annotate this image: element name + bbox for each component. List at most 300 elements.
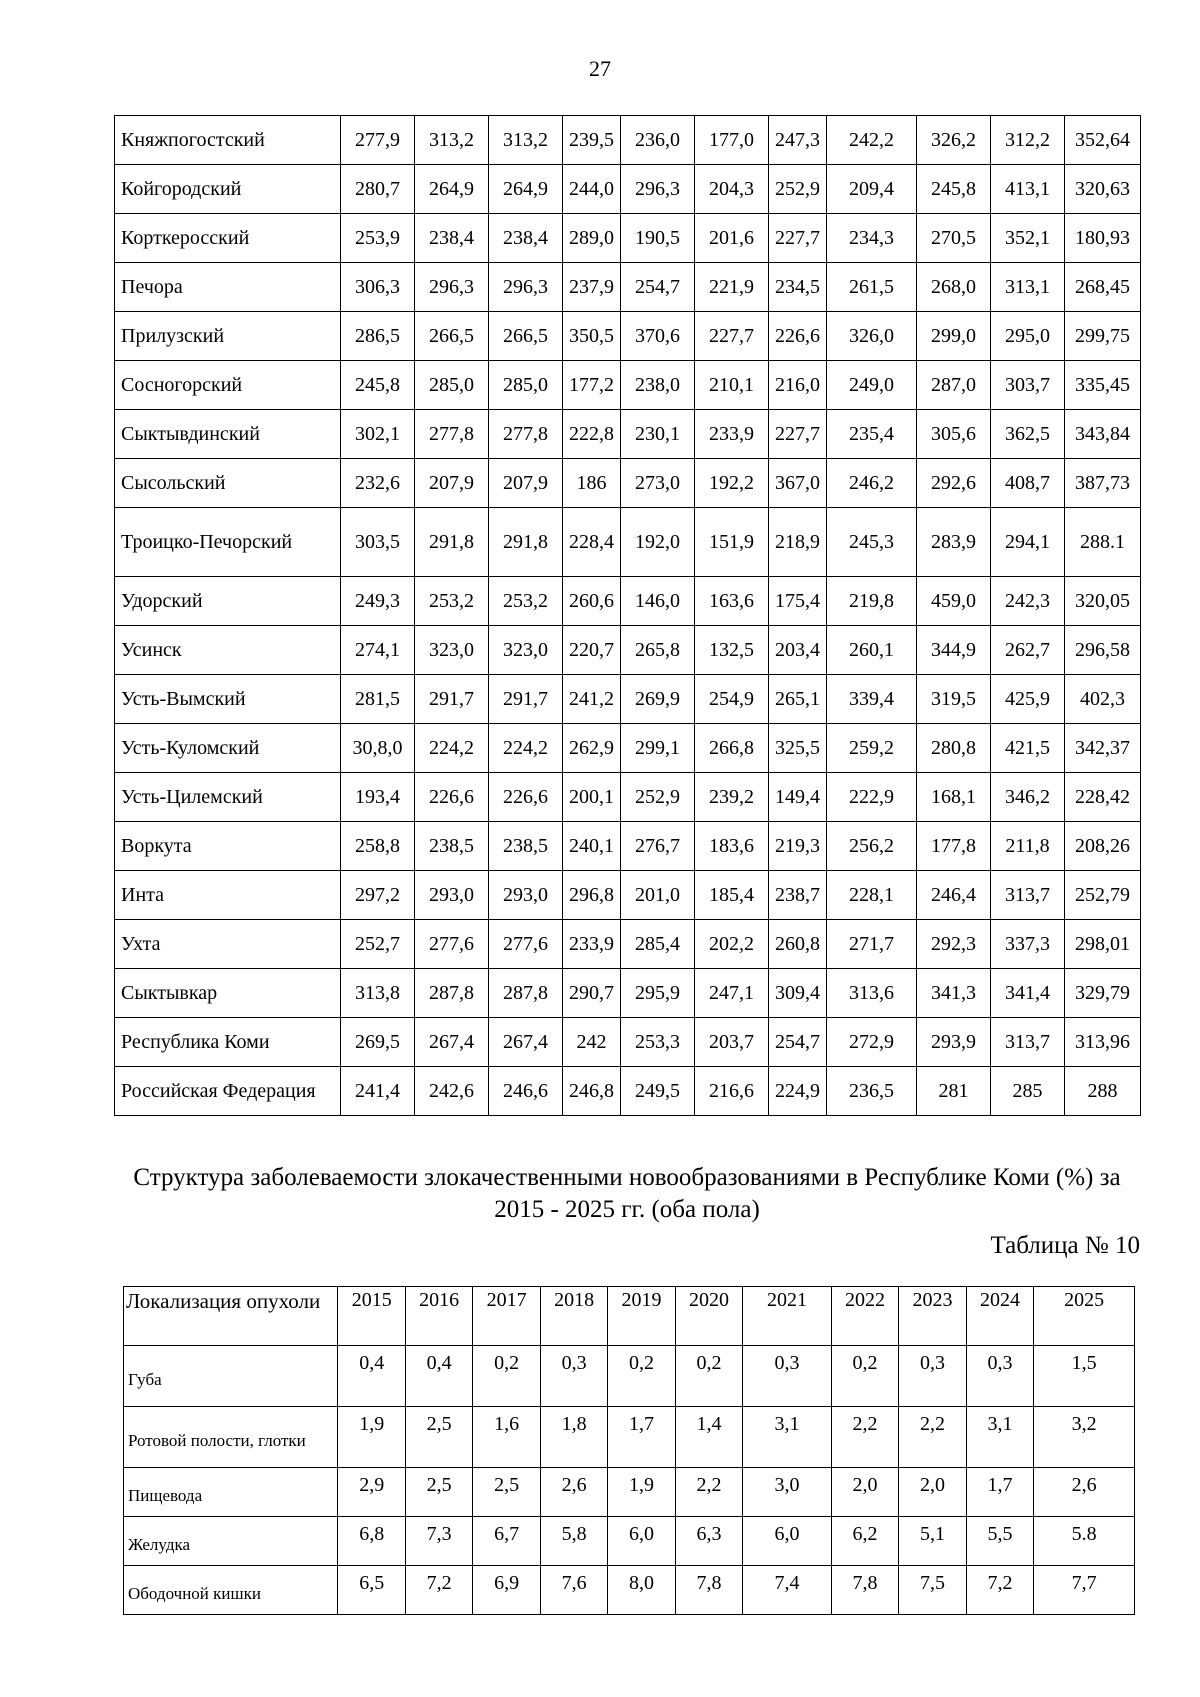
value-cell: 285 bbox=[991, 1067, 1065, 1116]
value-cell: 408,7 bbox=[991, 459, 1065, 508]
percent-cell: 0,3 bbox=[966, 1346, 1033, 1407]
value-cell: 253,2 bbox=[415, 577, 489, 626]
value-cell: 216,0 bbox=[769, 361, 827, 410]
value-cell: 293,0 bbox=[489, 871, 563, 920]
header-year: 2019 bbox=[608, 1287, 675, 1346]
district-name-cell: Сысольский bbox=[115, 459, 341, 508]
district-name-cell: Усть-Цилемский bbox=[115, 773, 341, 822]
value-cell: 203,7 bbox=[695, 1018, 769, 1067]
value-cell: 313,2 bbox=[415, 116, 489, 165]
morbidity-by-district-table bbox=[114, 115, 1141, 1116]
value-cell: 209,4 bbox=[827, 165, 917, 214]
percent-cell: 5.8 bbox=[1034, 1517, 1135, 1566]
percent-cell: 2,2 bbox=[899, 1407, 966, 1468]
value-cell: 269,5 bbox=[341, 1018, 415, 1067]
value-cell: 296,58 bbox=[1065, 626, 1141, 675]
value-cell: 254,7 bbox=[769, 1018, 827, 1067]
value-cell: 295,0 bbox=[991, 312, 1065, 361]
percent-cell: 3,1 bbox=[966, 1407, 1033, 1468]
value-cell: 221,9 bbox=[695, 263, 769, 312]
value-cell: 346,2 bbox=[991, 773, 1065, 822]
value-cell: 297,2 bbox=[341, 871, 415, 920]
district-name-cell: Троицко-Печорский bbox=[115, 508, 341, 577]
percent-cell: 6,8 bbox=[338, 1517, 405, 1566]
table-row bbox=[115, 724, 1141, 773]
percent-cell: 2,6 bbox=[540, 1468, 607, 1517]
value-cell: 313,96 bbox=[1065, 1018, 1141, 1067]
value-cell: 236,0 bbox=[621, 116, 695, 165]
value-cell: 260,6 bbox=[563, 577, 621, 626]
table-row bbox=[115, 361, 1141, 410]
value-cell: 228,1 bbox=[827, 871, 917, 920]
table-row bbox=[124, 1566, 1135, 1615]
percent-cell: 7,2 bbox=[405, 1566, 472, 1615]
value-cell: 285,4 bbox=[621, 920, 695, 969]
value-cell: 258,8 bbox=[341, 822, 415, 871]
table-row bbox=[115, 214, 1141, 263]
percent-cell: 2,9 bbox=[338, 1468, 405, 1517]
percent-cell: 1,9 bbox=[338, 1407, 405, 1468]
value-cell: 341,4 bbox=[991, 969, 1065, 1018]
value-cell: 224,9 bbox=[769, 1067, 827, 1116]
district-name-cell: Республика Коми bbox=[115, 1018, 341, 1067]
value-cell: 249,0 bbox=[827, 361, 917, 410]
value-cell: 226,6 bbox=[415, 773, 489, 822]
value-cell: 277,8 bbox=[489, 410, 563, 459]
value-cell: 402,3 bbox=[1065, 675, 1141, 724]
value-cell: 228,4 bbox=[563, 508, 621, 577]
value-cell: 425,9 bbox=[991, 675, 1065, 724]
value-cell: 319,5 bbox=[917, 675, 991, 724]
header-year: 2016 bbox=[405, 1287, 472, 1346]
value-cell: 242,6 bbox=[415, 1067, 489, 1116]
value-cell: 264,9 bbox=[489, 165, 563, 214]
value-cell: 350,5 bbox=[563, 312, 621, 361]
value-cell: 241,2 bbox=[563, 675, 621, 724]
value-cell: 259,2 bbox=[827, 724, 917, 773]
value-cell: 211,8 bbox=[991, 822, 1065, 871]
percent-cell: 1,4 bbox=[675, 1407, 742, 1468]
value-cell: 277,6 bbox=[415, 920, 489, 969]
district-name-cell: Удорский bbox=[115, 577, 341, 626]
value-cell: 183,6 bbox=[695, 822, 769, 871]
value-cell: 299,0 bbox=[917, 312, 991, 361]
value-cell: 146,0 bbox=[621, 577, 695, 626]
header-year: 2017 bbox=[473, 1287, 540, 1346]
value-cell: 265,8 bbox=[621, 626, 695, 675]
value-cell: 190,5 bbox=[621, 214, 695, 263]
localization-cell: Губа bbox=[124, 1346, 338, 1407]
value-cell: 294,1 bbox=[991, 508, 1065, 577]
value-cell: 218,9 bbox=[769, 508, 827, 577]
percent-cell: 6,0 bbox=[608, 1517, 675, 1566]
value-cell: 267,4 bbox=[415, 1018, 489, 1067]
value-cell: 201,6 bbox=[695, 214, 769, 263]
value-cell: 266,5 bbox=[489, 312, 563, 361]
value-cell: 262,9 bbox=[563, 724, 621, 773]
percent-cell: 0,4 bbox=[338, 1346, 405, 1407]
value-cell: 299,1 bbox=[621, 724, 695, 773]
percent-cell: 3,2 bbox=[1034, 1407, 1135, 1468]
value-cell: 200,1 bbox=[563, 773, 621, 822]
value-cell: 320,63 bbox=[1065, 165, 1141, 214]
value-cell: 295,9 bbox=[621, 969, 695, 1018]
table-row bbox=[124, 1407, 1135, 1468]
value-cell: 309,4 bbox=[769, 969, 827, 1018]
value-cell: 185,4 bbox=[695, 871, 769, 920]
value-cell: 252,7 bbox=[341, 920, 415, 969]
value-cell: 312,2 bbox=[991, 116, 1065, 165]
value-cell: 283,9 bbox=[917, 508, 991, 577]
value-cell: 235,4 bbox=[827, 410, 917, 459]
value-cell: 252,79 bbox=[1065, 871, 1141, 920]
table-row bbox=[115, 871, 1141, 920]
value-cell: 352,64 bbox=[1065, 116, 1141, 165]
value-cell: 280,7 bbox=[341, 165, 415, 214]
value-cell: 266,5 bbox=[415, 312, 489, 361]
header-year: 2015 bbox=[338, 1287, 405, 1346]
value-cell: 186 bbox=[563, 459, 621, 508]
value-cell: 265,1 bbox=[769, 675, 827, 724]
percent-cell: 5,8 bbox=[540, 1517, 607, 1566]
value-cell: 224,2 bbox=[489, 724, 563, 773]
value-cell: 272,9 bbox=[827, 1018, 917, 1067]
percent-cell: 3,1 bbox=[743, 1407, 832, 1468]
district-name-cell: Корткеросский bbox=[115, 214, 341, 263]
value-cell: 245,3 bbox=[827, 508, 917, 577]
value-cell: 210,1 bbox=[695, 361, 769, 410]
value-cell: 291,7 bbox=[415, 675, 489, 724]
district-name-cell: Княжпогостский bbox=[115, 116, 341, 165]
value-cell: 342,37 bbox=[1065, 724, 1141, 773]
percent-cell: 1,8 bbox=[540, 1407, 607, 1468]
district-name-cell: Сыктывкар bbox=[115, 969, 341, 1018]
value-cell: 180,93 bbox=[1065, 214, 1141, 263]
value-cell: 303,5 bbox=[341, 508, 415, 577]
header-localization: Локализация опухоли bbox=[124, 1287, 338, 1346]
percent-cell: 2,2 bbox=[831, 1407, 898, 1468]
value-cell: 271,7 bbox=[827, 920, 917, 969]
table-header-row bbox=[124, 1287, 1135, 1346]
value-cell: 238,0 bbox=[621, 361, 695, 410]
value-cell: 240,1 bbox=[563, 822, 621, 871]
value-cell: 244,0 bbox=[563, 165, 621, 214]
percent-cell: 1,5 bbox=[1034, 1346, 1135, 1407]
value-cell: 291,8 bbox=[415, 508, 489, 577]
value-cell: 239,2 bbox=[695, 773, 769, 822]
value-cell: 249,3 bbox=[341, 577, 415, 626]
value-cell: 253,3 bbox=[621, 1018, 695, 1067]
localization-cell: Ротовой полости, глотки bbox=[124, 1407, 338, 1468]
value-cell: 296,3 bbox=[415, 263, 489, 312]
value-cell: 370,6 bbox=[621, 312, 695, 361]
value-cell: 287,8 bbox=[415, 969, 489, 1018]
percent-cell: 7,7 bbox=[1034, 1566, 1135, 1615]
value-cell: 234,5 bbox=[769, 263, 827, 312]
percent-cell: 6,3 bbox=[675, 1517, 742, 1566]
value-cell: 247,3 bbox=[769, 116, 827, 165]
value-cell: 226,6 bbox=[489, 773, 563, 822]
value-cell: 207,9 bbox=[489, 459, 563, 508]
value-cell: 222,9 bbox=[827, 773, 917, 822]
value-cell: 193,4 bbox=[341, 773, 415, 822]
value-cell: 280,8 bbox=[917, 724, 991, 773]
value-cell: 201,0 bbox=[621, 871, 695, 920]
district-name-cell: Усть-Вымский bbox=[115, 675, 341, 724]
value-cell: 220,7 bbox=[563, 626, 621, 675]
value-cell: 227,7 bbox=[769, 410, 827, 459]
table-row bbox=[115, 675, 1141, 724]
percent-cell: 1,9 bbox=[608, 1468, 675, 1517]
value-cell: 277,6 bbox=[489, 920, 563, 969]
district-name-cell: Усинск bbox=[115, 626, 341, 675]
district-name-cell: Прилузский bbox=[115, 312, 341, 361]
value-cell: 291,7 bbox=[489, 675, 563, 724]
value-cell: 202,2 bbox=[695, 920, 769, 969]
value-cell: 267,4 bbox=[489, 1018, 563, 1067]
value-cell: 268,0 bbox=[917, 263, 991, 312]
value-cell: 227,7 bbox=[769, 214, 827, 263]
value-cell: 175,4 bbox=[769, 577, 827, 626]
percent-cell: 2,0 bbox=[831, 1468, 898, 1517]
percent-cell: 6,5 bbox=[338, 1566, 405, 1615]
value-cell: 207,9 bbox=[415, 459, 489, 508]
value-cell: 177,2 bbox=[563, 361, 621, 410]
percent-cell: 2,2 bbox=[675, 1468, 742, 1517]
value-cell: 236,5 bbox=[827, 1067, 917, 1116]
value-cell: 149,4 bbox=[769, 773, 827, 822]
value-cell: 313,7 bbox=[991, 871, 1065, 920]
district-name-cell: Койгородский bbox=[115, 165, 341, 214]
value-cell: 325,5 bbox=[769, 724, 827, 773]
value-cell: 270,5 bbox=[917, 214, 991, 263]
value-cell: 254,7 bbox=[621, 263, 695, 312]
district-name-cell: Печора bbox=[115, 263, 341, 312]
value-cell: 163,6 bbox=[695, 577, 769, 626]
percent-cell: 6,9 bbox=[473, 1566, 540, 1615]
table-number-label: Таблица № 10 bbox=[990, 1232, 1140, 1259]
percent-cell: 2,0 bbox=[899, 1468, 966, 1517]
value-cell: 246,6 bbox=[489, 1067, 563, 1116]
value-cell: 260,1 bbox=[827, 626, 917, 675]
value-cell: 306,3 bbox=[341, 263, 415, 312]
value-cell: 246,4 bbox=[917, 871, 991, 920]
percent-cell: 1,6 bbox=[473, 1407, 540, 1468]
district-name-cell: Российская Федерация bbox=[115, 1067, 341, 1116]
value-cell: 339,4 bbox=[827, 675, 917, 724]
value-cell: 323,0 bbox=[489, 626, 563, 675]
localization-cell: Ободочной кишки bbox=[124, 1566, 338, 1615]
percent-cell: 0,4 bbox=[405, 1346, 472, 1407]
value-cell: 313,8 bbox=[341, 969, 415, 1018]
header-year: 2020 bbox=[675, 1287, 742, 1346]
percent-cell: 0,2 bbox=[473, 1346, 540, 1407]
value-cell: 269,9 bbox=[621, 675, 695, 724]
value-cell: 273,0 bbox=[621, 459, 695, 508]
value-cell: 367,0 bbox=[769, 459, 827, 508]
percent-cell: 0,3 bbox=[899, 1346, 966, 1407]
value-cell: 177,0 bbox=[695, 116, 769, 165]
value-cell: 387,73 bbox=[1065, 459, 1141, 508]
value-cell: 151,9 bbox=[695, 508, 769, 577]
table-row bbox=[115, 263, 1141, 312]
cancer-structure-table bbox=[123, 1286, 1135, 1615]
percent-cell: 7,8 bbox=[831, 1566, 898, 1615]
value-cell: 219,3 bbox=[769, 822, 827, 871]
value-cell: 313,2 bbox=[489, 116, 563, 165]
value-cell: 227,7 bbox=[695, 312, 769, 361]
table-row bbox=[115, 165, 1141, 214]
value-cell: 313,1 bbox=[991, 263, 1065, 312]
value-cell: 286,5 bbox=[341, 312, 415, 361]
value-cell: 219,8 bbox=[827, 577, 917, 626]
value-cell: 245,8 bbox=[917, 165, 991, 214]
table-row bbox=[115, 577, 1141, 626]
value-cell: 237,9 bbox=[563, 263, 621, 312]
header-year: 2024 bbox=[966, 1287, 1033, 1346]
table-row bbox=[115, 1018, 1141, 1067]
value-cell: 281 bbox=[917, 1067, 991, 1116]
district-name-cell: Инта bbox=[115, 871, 341, 920]
table-row bbox=[115, 626, 1141, 675]
value-cell: 344,9 bbox=[917, 626, 991, 675]
value-cell: 216,6 bbox=[695, 1067, 769, 1116]
localization-cell: Желудка bbox=[124, 1517, 338, 1566]
value-cell: 291,8 bbox=[489, 508, 563, 577]
value-cell: 30,8,0 bbox=[341, 724, 415, 773]
value-cell: 277,9 bbox=[341, 116, 415, 165]
value-cell: 313,6 bbox=[827, 969, 917, 1018]
value-cell: 192,2 bbox=[695, 459, 769, 508]
percent-cell: 2,5 bbox=[405, 1468, 472, 1517]
section-title: Структура заболеваемости злокачественными новообразованиями в Республике Коми (%) за 2015 - 2025 гг. (оба пола) bbox=[133, 1164, 1121, 1223]
table-row bbox=[115, 312, 1141, 361]
table-row bbox=[124, 1468, 1135, 1517]
value-cell: 337,3 bbox=[991, 920, 1065, 969]
value-cell: 228,42 bbox=[1065, 773, 1141, 822]
district-name-cell: Воркута bbox=[115, 822, 341, 871]
value-cell: 343,84 bbox=[1065, 410, 1141, 459]
header-year: 2023 bbox=[899, 1287, 966, 1346]
value-cell: 293,9 bbox=[917, 1018, 991, 1067]
value-cell: 276,7 bbox=[621, 822, 695, 871]
percent-cell: 7,6 bbox=[540, 1566, 607, 1615]
percent-cell: 2,6 bbox=[1034, 1468, 1135, 1517]
value-cell: 242,2 bbox=[827, 116, 917, 165]
district-name-cell: Сыктывдинский bbox=[115, 410, 341, 459]
value-cell: 305,6 bbox=[917, 410, 991, 459]
percent-cell: 0,2 bbox=[831, 1346, 898, 1407]
value-cell: 177,8 bbox=[917, 822, 991, 871]
value-cell: 192,0 bbox=[621, 508, 695, 577]
table-row bbox=[115, 410, 1141, 459]
value-cell: 299,75 bbox=[1065, 312, 1141, 361]
value-cell: 222,8 bbox=[563, 410, 621, 459]
table-row bbox=[115, 459, 1141, 508]
district-name-cell: Усть-Куломский bbox=[115, 724, 341, 773]
value-cell: 320,05 bbox=[1065, 577, 1141, 626]
value-cell: 252,9 bbox=[769, 165, 827, 214]
value-cell: 288 bbox=[1065, 1067, 1141, 1116]
percent-cell: 3,0 bbox=[743, 1468, 832, 1517]
value-cell: 298,01 bbox=[1065, 920, 1141, 969]
value-cell: 266,8 bbox=[695, 724, 769, 773]
value-cell: 238,7 bbox=[769, 871, 827, 920]
localization-cell: Пищевода bbox=[124, 1468, 338, 1517]
value-cell: 168,1 bbox=[917, 773, 991, 822]
value-cell: 247,1 bbox=[695, 969, 769, 1018]
header-year: 2018 bbox=[540, 1287, 607, 1346]
percent-cell: 7,5 bbox=[899, 1566, 966, 1615]
value-cell: 292,6 bbox=[917, 459, 991, 508]
value-cell: 242,3 bbox=[991, 577, 1065, 626]
header-year: 2022 bbox=[831, 1287, 898, 1346]
value-cell: 296,8 bbox=[563, 871, 621, 920]
value-cell: 230,1 bbox=[621, 410, 695, 459]
value-cell: 264,9 bbox=[415, 165, 489, 214]
value-cell: 249,5 bbox=[621, 1067, 695, 1116]
value-cell: 252,9 bbox=[621, 773, 695, 822]
value-cell: 132,5 bbox=[695, 626, 769, 675]
table-row bbox=[115, 773, 1141, 822]
value-cell: 292,3 bbox=[917, 920, 991, 969]
value-cell: 293,0 bbox=[415, 871, 489, 920]
value-cell: 285,0 bbox=[415, 361, 489, 410]
value-cell: 413,1 bbox=[991, 165, 1065, 214]
percent-cell: 6,7 bbox=[473, 1517, 540, 1566]
table-row bbox=[124, 1346, 1135, 1407]
value-cell: 326,0 bbox=[827, 312, 917, 361]
value-cell: 253,2 bbox=[489, 577, 563, 626]
value-cell: 326,2 bbox=[917, 116, 991, 165]
value-cell: 239,5 bbox=[563, 116, 621, 165]
value-cell: 362,5 bbox=[991, 410, 1065, 459]
value-cell: 268,45 bbox=[1065, 263, 1141, 312]
value-cell: 281,5 bbox=[341, 675, 415, 724]
value-cell: 459,0 bbox=[917, 577, 991, 626]
value-cell: 289,0 bbox=[563, 214, 621, 263]
value-cell: 242 bbox=[563, 1018, 621, 1067]
value-cell: 296,3 bbox=[489, 263, 563, 312]
percent-cell: 0,3 bbox=[540, 1346, 607, 1407]
value-cell: 238,5 bbox=[415, 822, 489, 871]
header-year: 2021 bbox=[743, 1287, 832, 1346]
value-cell: 241,4 bbox=[341, 1067, 415, 1116]
percent-cell: 8,0 bbox=[608, 1566, 675, 1615]
table-row bbox=[115, 508, 1141, 577]
value-cell: 232,6 bbox=[341, 459, 415, 508]
table-row bbox=[124, 1517, 1135, 1566]
value-cell: 290,7 bbox=[563, 969, 621, 1018]
value-cell: 246,2 bbox=[827, 459, 917, 508]
value-cell: 329,79 bbox=[1065, 969, 1141, 1018]
value-cell: 204,3 bbox=[695, 165, 769, 214]
percent-cell: 7,2 bbox=[966, 1566, 1033, 1615]
percent-cell: 0,3 bbox=[743, 1346, 832, 1407]
value-cell: 224,2 bbox=[415, 724, 489, 773]
table-row bbox=[115, 822, 1141, 871]
value-cell: 335,45 bbox=[1065, 361, 1141, 410]
value-cell: 260,8 bbox=[769, 920, 827, 969]
value-cell: 226,6 bbox=[769, 312, 827, 361]
percent-cell: 5,1 bbox=[899, 1517, 966, 1566]
header-year: 2025 bbox=[1034, 1287, 1135, 1346]
value-cell: 233,9 bbox=[563, 920, 621, 969]
district-name-cell: Сосногорский bbox=[115, 361, 341, 410]
value-cell: 287,8 bbox=[489, 969, 563, 1018]
percent-cell: 0,2 bbox=[608, 1346, 675, 1407]
table-row bbox=[115, 1067, 1141, 1116]
